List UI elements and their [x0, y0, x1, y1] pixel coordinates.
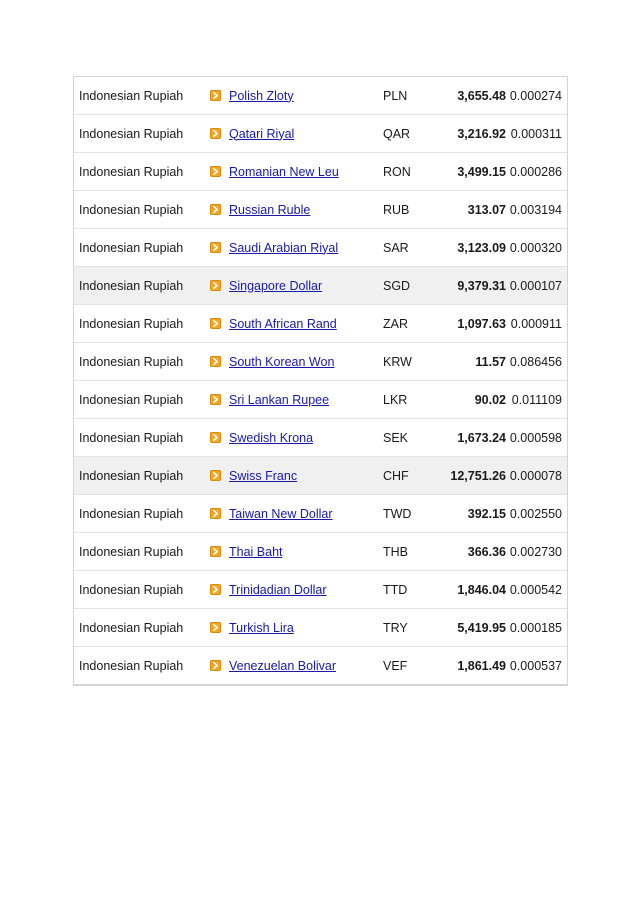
currency-name-cell — [226, 621, 383, 635]
currency-link[interactable]: Swedish Krona — [229, 430, 314, 445]
table-row-lkr — [74, 381, 567, 419]
exchange-rate-cell: 9,379.31 — [457, 278, 506, 293]
currency-link[interactable]: Turkish Lira — [229, 620, 294, 635]
arrow-right-icon — [210, 318, 221, 329]
currency-code-cell: VEF — [383, 658, 408, 673]
arrow-cell — [205, 508, 226, 519]
inverse-rate-cell: 0.002550 — [509, 506, 562, 521]
exchange-rate-cell: 1,846.04 — [457, 582, 506, 597]
arrow-right-icon — [210, 204, 221, 215]
inverse-rate-cell: 0.086456 — [509, 354, 562, 369]
currency-link[interactable]: Thai Baht — [229, 544, 283, 559]
currency-code-cell: THB — [383, 544, 408, 559]
arrow-right-icon — [210, 546, 221, 557]
currency-name-cell — [226, 469, 383, 483]
exchange-rate-cell: 3,216.92 — [457, 126, 506, 141]
exchange-rate-cell: 5,419.95 — [457, 620, 506, 635]
currency-name-cell — [226, 545, 383, 559]
arrow-cell — [205, 318, 226, 329]
exchange-rate-cell: 1,861.49 — [457, 658, 506, 673]
arrow-right-icon — [210, 242, 221, 253]
inverse-rate-cell: 0.000107 — [509, 278, 562, 293]
table-row-sgd — [74, 267, 567, 305]
arrow-cell — [205, 242, 226, 253]
currency-code-cell: CHF — [383, 468, 409, 483]
currency-link[interactable]: Polish Zloty — [229, 88, 294, 103]
currency-link[interactable]: Singapore Dollar — [229, 278, 323, 293]
arrow-right-icon — [210, 660, 221, 671]
arrow-cell — [205, 584, 226, 595]
inverse-rate-cell: 0.000320 — [509, 240, 562, 255]
from-currency-cell: Indonesian Rupiah — [79, 658, 184, 673]
from-currency-cell: Indonesian Rupiah — [79, 468, 184, 483]
arrow-right-icon — [210, 356, 221, 367]
currency-code-cell: QAR — [383, 126, 411, 141]
table-row-qar — [74, 115, 567, 153]
table-row-rub — [74, 191, 567, 229]
currency-code-cell: ZAR — [383, 316, 408, 331]
currency-code-cell: TTD — [383, 582, 408, 597]
exchange-rate-cell: 1,673.24 — [457, 430, 506, 445]
exchange-rate-cell: 3,655.48 — [457, 88, 506, 103]
inverse-rate-cell: 0.003194 — [509, 202, 562, 217]
currency-link[interactable]: Trinidadian Dollar — [229, 582, 327, 597]
currency-name-cell — [226, 431, 383, 445]
currency-link[interactable]: South African Rand — [229, 316, 337, 331]
exchange-rate-cell: 11.57 — [475, 354, 506, 369]
arrow-cell — [205, 394, 226, 405]
arrow-cell — [205, 622, 226, 633]
currency-code-cell: KRW — [383, 354, 412, 369]
currency-name-cell — [226, 279, 383, 293]
table-row-sar — [74, 229, 567, 267]
currency-code-cell: RUB — [383, 202, 410, 217]
inverse-rate-cell: 0.000311 — [510, 126, 562, 141]
currency-link[interactable]: Taiwan New Dollar — [229, 506, 333, 521]
from-currency-cell: Indonesian Rupiah — [79, 582, 184, 597]
inverse-rate-cell: 0.011109 — [511, 392, 562, 407]
from-currency-cell: Indonesian Rupiah — [79, 240, 184, 255]
from-currency-cell: Indonesian Rupiah — [79, 392, 184, 407]
from-currency-cell: Indonesian Rupiah — [79, 620, 184, 635]
table-row-vef — [74, 647, 567, 685]
from-currency-cell: Indonesian Rupiah — [79, 430, 184, 445]
currency-name-cell — [226, 659, 383, 673]
currency-name-cell — [226, 165, 383, 179]
currency-link[interactable]: Venezuelan Bolivar — [229, 658, 337, 673]
inverse-rate-cell: 0.000598 — [509, 430, 562, 445]
currency-link[interactable]: Saudi Arabian Riyal — [229, 240, 339, 255]
arrow-right-icon — [210, 432, 221, 443]
arrow-right-icon — [210, 394, 221, 405]
from-currency-cell: Indonesian Rupiah — [79, 316, 184, 331]
exchange-rate-cell: 3,123.09 — [457, 240, 506, 255]
currency-name-cell — [226, 241, 383, 255]
arrow-right-icon — [210, 280, 221, 291]
inverse-rate-cell: 0.000078 — [509, 468, 562, 483]
table-row-zar — [74, 305, 567, 343]
inverse-rate-cell: 0.000274 — [509, 88, 562, 103]
currency-name-cell — [226, 317, 383, 331]
arrow-right-icon — [210, 470, 221, 481]
exchange-rate-cell: 366.36 — [467, 544, 506, 559]
currency-code-cell: TWD — [383, 506, 412, 521]
inverse-rate-cell: 0.000185 — [509, 620, 562, 635]
arrow-cell — [205, 204, 226, 215]
arrow-cell — [205, 546, 226, 557]
arrow-cell — [205, 470, 226, 481]
exchange-rate-cell: 313.07 — [467, 202, 506, 217]
currency-code-cell: SEK — [383, 430, 409, 445]
exchange-rate-cell: 3,499.15 — [457, 164, 506, 179]
exchange-rate-cell: 12,751.26 — [450, 468, 506, 483]
exchange-rates-table — [73, 76, 568, 686]
currency-link[interactable]: South Korean Won — [229, 354, 335, 369]
inverse-rate-cell: 0.000911 — [510, 316, 562, 331]
currency-code-cell: SGD — [383, 278, 411, 293]
currency-link[interactable]: Romanian New Leu — [229, 164, 339, 179]
currency-link[interactable]: Qatari Riyal — [229, 126, 295, 141]
inverse-rate-cell: 0.000286 — [509, 164, 562, 179]
arrow-cell — [205, 166, 226, 177]
inverse-rate-cell: 0.002730 — [509, 544, 562, 559]
from-currency-cell: Indonesian Rupiah — [79, 126, 184, 141]
table-row-krw — [74, 343, 567, 381]
table-row-twd — [74, 495, 567, 533]
inverse-rate-cell: 0.000537 — [509, 658, 562, 673]
currency-name-cell — [226, 393, 383, 407]
inverse-rate-cell: 0.000542 — [509, 582, 562, 597]
currency-link[interactable]: Swiss Franc — [229, 468, 298, 483]
from-currency-cell: Indonesian Rupiah — [79, 202, 184, 217]
currency-name-cell — [226, 507, 383, 521]
from-currency-cell: Indonesian Rupiah — [79, 164, 184, 179]
currency-name-cell — [226, 89, 383, 103]
exchange-rate-cell: 1,097.63 — [457, 316, 506, 331]
arrow-cell — [205, 356, 226, 367]
arrow-right-icon — [210, 166, 221, 177]
arrow-cell — [205, 128, 226, 139]
from-currency-cell: Indonesian Rupiah — [79, 506, 184, 521]
currency-name-cell — [226, 203, 383, 217]
currency-code-cell: PLN — [383, 88, 408, 103]
currency-name-cell — [226, 583, 383, 597]
arrow-right-icon — [210, 128, 221, 139]
arrow-cell — [205, 660, 226, 671]
currency-link[interactable]: Russian Ruble — [229, 202, 311, 217]
currency-code-cell: TRY — [383, 620, 408, 635]
table-row-try — [74, 609, 567, 647]
arrow-cell — [205, 280, 226, 291]
table-row-thb — [74, 533, 567, 571]
currency-name-cell — [226, 355, 383, 369]
table-row-chf — [74, 457, 567, 495]
arrow-right-icon — [210, 584, 221, 595]
from-currency-cell: Indonesian Rupiah — [79, 544, 184, 559]
currency-code-cell: RON — [383, 164, 411, 179]
arrow-cell — [205, 432, 226, 443]
arrow-cell — [205, 90, 226, 101]
exchange-rate-cell: 392.15 — [467, 506, 506, 521]
currency-link[interactable]: Sri Lankan Rupee — [229, 392, 330, 407]
from-currency-cell: Indonesian Rupiah — [79, 88, 184, 103]
from-currency-cell: Indonesian Rupiah — [79, 354, 184, 369]
table-row-ttd — [74, 571, 567, 609]
arrow-right-icon — [210, 622, 221, 633]
currency-name-cell — [226, 127, 383, 141]
currency-code-cell: SAR — [383, 240, 409, 255]
from-currency-cell: Indonesian Rupiah — [79, 278, 184, 293]
arrow-right-icon — [210, 508, 221, 519]
table-row-pln — [74, 77, 567, 115]
currency-code-cell: LKR — [383, 392, 408, 407]
arrow-right-icon — [210, 90, 221, 101]
table-row-sek — [74, 419, 567, 457]
table-row-ron — [74, 153, 567, 191]
exchange-rate-cell: 90.02 — [474, 392, 506, 407]
